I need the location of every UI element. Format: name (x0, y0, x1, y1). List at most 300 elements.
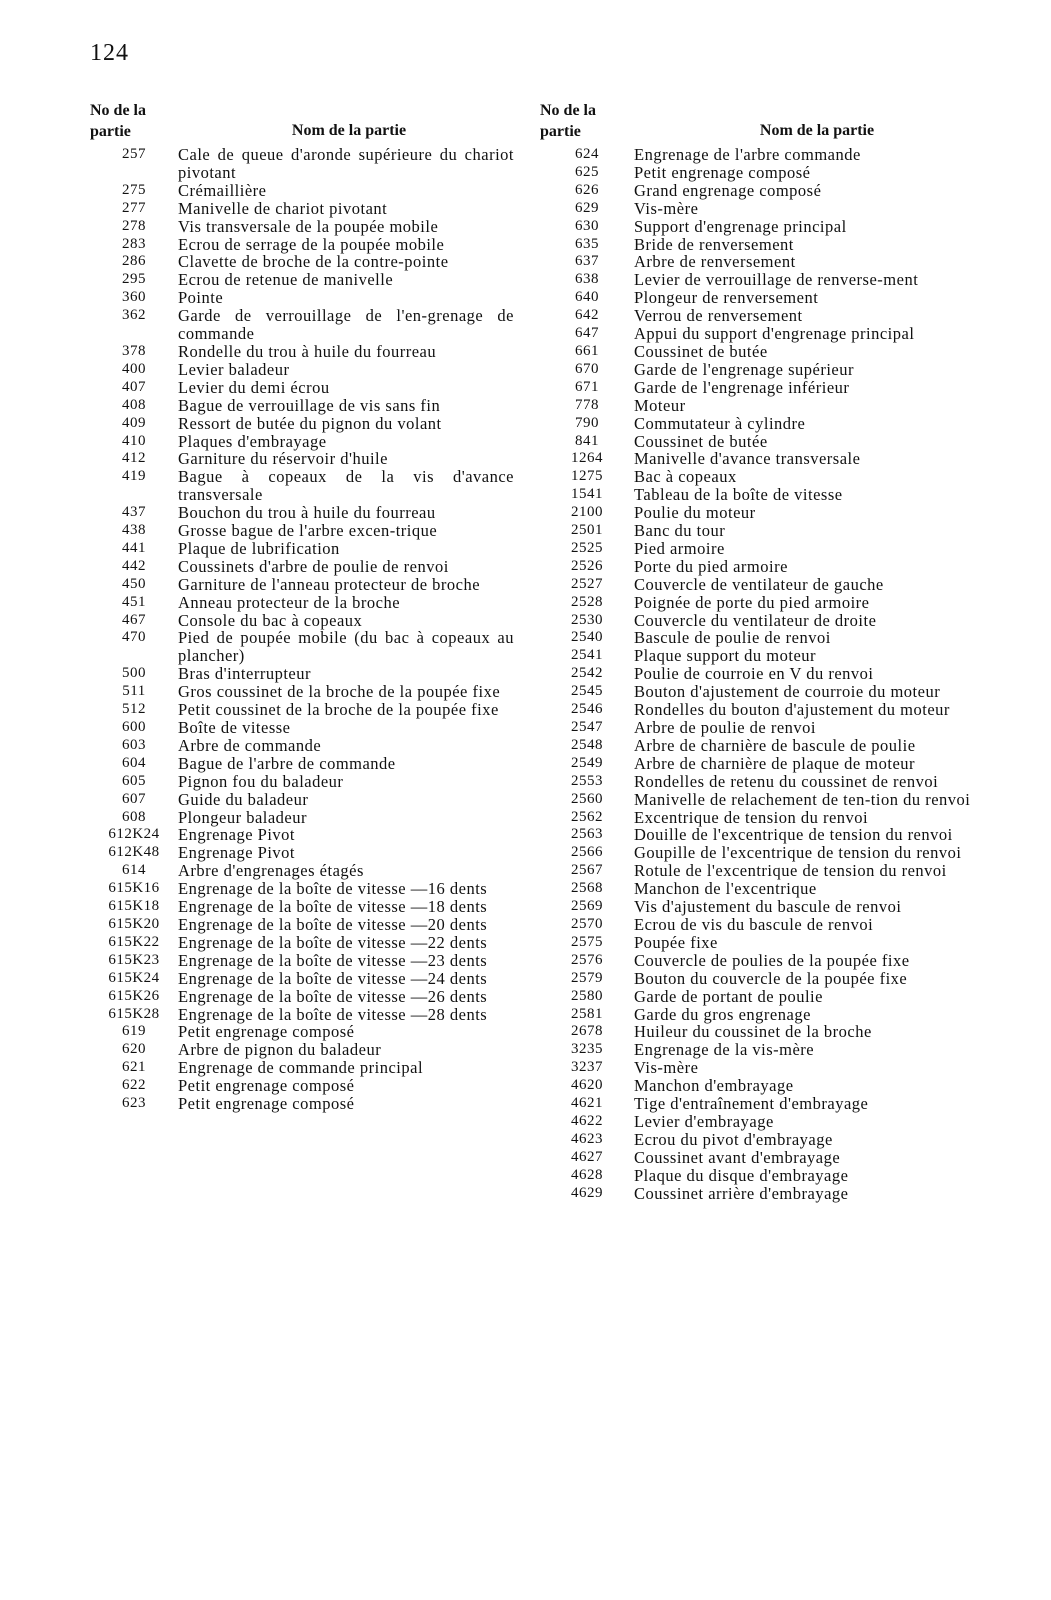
part-row (540, 218, 1000, 236)
part-row (90, 433, 520, 451)
part-name: Arbre de charnière de plaque de moteur (634, 753, 916, 773)
part-row (540, 612, 1000, 630)
part-name: Bras d'interrupteur (178, 664, 311, 684)
part-name: Bac à copeaux (634, 467, 737, 487)
part-name: Levier du demi écrou (178, 377, 330, 397)
part-number: 451 (122, 593, 146, 610)
part-number: 2576 (571, 951, 603, 968)
part-row (540, 253, 1000, 271)
part-row (540, 164, 1000, 182)
part-number: 615K16 (108, 880, 160, 897)
part-row (540, 1059, 1000, 1077)
part-name: Arbre de pignon du baladeur (178, 1040, 382, 1060)
part-number: 362 (122, 307, 146, 324)
part-number: 360 (122, 289, 146, 306)
part-name: Vis-mère (634, 1058, 699, 1078)
part-name: Vis transversale de la poupée mobile (178, 216, 439, 236)
part-name: Anneau protecteur de la broche (178, 592, 401, 612)
part-name: Tige d'entraînement d'embrayage (634, 1094, 869, 1114)
part-number: 635 (575, 235, 599, 252)
part-row (540, 1041, 1000, 1059)
part-name: Engrenage de la boîte de vitesse —22 dents (178, 932, 488, 952)
part-name: Poulie de courroie en V du renvoi (634, 664, 874, 684)
part-row (90, 916, 520, 934)
part-row (90, 612, 520, 630)
part-name: Engrenage de la boîte de vitesse —18 dents (178, 897, 488, 917)
part-row (90, 540, 520, 558)
part-row (540, 504, 1000, 522)
part-row (540, 898, 1000, 916)
part-name: Banc du tour (634, 521, 726, 541)
part-name: Goupille de l'excentrique de tension du renvoi (634, 843, 962, 863)
part-name: Engrenage de la boîte de vitesse —24 dents (178, 968, 488, 988)
part-row (540, 200, 1000, 218)
part-name: Arbre de poulie de renvoi (634, 718, 817, 737)
part-number: 790 (575, 414, 599, 431)
part-row (90, 934, 520, 952)
part-number: 4627 (571, 1148, 603, 1165)
part-name: Arbre de commande (178, 735, 322, 755)
part-number: 1275 (571, 468, 603, 485)
part-name: Levier baladeur (178, 359, 290, 379)
part-row (540, 468, 1000, 486)
part-row (540, 880, 1000, 898)
part-name: Poupée fixe (634, 932, 718, 952)
part-number: 4621 (571, 1095, 603, 1112)
part-name: Grosse bague de l'arbre excen-trique (178, 521, 438, 541)
part-number: 2547 (571, 719, 603, 735)
part-name: Coussinets d'arbre de poulie de renvoi (178, 556, 449, 576)
parts-list-left (90, 146, 520, 1113)
part-row (540, 701, 1000, 719)
part-number: 283 (122, 235, 146, 252)
part-name: Garniture de l'anneau protecteur de broche (178, 574, 481, 594)
part-name: Poulie du moteur (634, 503, 756, 523)
part-number-header-line1: No de la (540, 102, 596, 119)
part-row (540, 647, 1000, 665)
part-row (540, 755, 1000, 773)
part-name: Ecrou de serrage de la poupée mobile (178, 234, 445, 254)
part-name: Ecrou de vis du bascule de renvoi (634, 914, 874, 934)
part-number: 622 (122, 1077, 146, 1094)
part-row (540, 271, 1000, 289)
part-row (90, 218, 520, 236)
part-number: 4628 (571, 1166, 603, 1183)
part-row (90, 952, 520, 970)
part-row (540, 1095, 1000, 1113)
part-number: 621 (122, 1059, 146, 1076)
part-name: Bouton du couvercle de la poupée fixe (634, 968, 908, 988)
part-row (540, 1006, 1000, 1024)
part-row (90, 361, 520, 379)
part-row (90, 1077, 520, 1095)
part-number: 615K20 (108, 915, 160, 932)
part-number: 625 (575, 163, 599, 180)
part-row (540, 558, 1000, 576)
part-name: Bascule de poulie de renvoi (634, 628, 831, 648)
part-number: 626 (575, 181, 599, 198)
part-number: 407 (122, 378, 146, 395)
part-number: 4629 (571, 1184, 603, 1201)
part-row (90, 1006, 520, 1024)
part-number: 624 (575, 146, 599, 162)
part-row (90, 773, 520, 791)
part-name: Garde de verrouillage de l'en-grenage de commande (178, 306, 514, 344)
part-name: Engrenage de la vis-mère (634, 1040, 815, 1060)
part-name: Plongeur baladeur (178, 807, 308, 827)
part-row (90, 988, 520, 1006)
part-row (90, 755, 520, 773)
part-number: 2530 (571, 611, 603, 628)
part-name: Vis-mère (634, 198, 699, 218)
part-number: 2560 (571, 790, 603, 807)
part-number: 615K28 (108, 1005, 160, 1022)
part-name: Pied armoire (634, 538, 725, 558)
part-row (90, 379, 520, 397)
part-name: Rondelles de retenu du coussinet de renvoi (634, 771, 939, 791)
part-row (90, 1059, 520, 1077)
part-name: Plaques d'embrayage (178, 431, 327, 451)
page-number: 124 (90, 40, 129, 66)
part-number: 2542 (571, 665, 603, 682)
part-name-header: Nom de la partie (759, 122, 875, 139)
part-number: 2548 (571, 736, 603, 753)
part-name: Petit engrenage composé (178, 1076, 355, 1096)
part-number: 3237 (571, 1059, 603, 1076)
part-name: Engrenage de la boîte de vitesse —16 dents (178, 879, 488, 899)
part-name: Arbre d'engrenages étagés (178, 861, 364, 881)
part-row (90, 558, 520, 576)
part-name: Rondelles du bouton d'ajustement du moteur (634, 700, 950, 720)
part-row (90, 289, 520, 307)
part-row (540, 361, 1000, 379)
part-name: Engrenage de la boîte de vitesse —23 dents (178, 950, 488, 970)
part-name: Pied de poupée mobile (du bac à copeaux au plancher) (178, 628, 514, 666)
part-number: 604 (122, 754, 146, 771)
part-number: 2563 (571, 826, 603, 843)
part-number: 2540 (571, 629, 603, 646)
part-number: 637 (575, 253, 599, 270)
part-number: 2525 (571, 539, 603, 556)
part-row (90, 307, 520, 343)
part-row (90, 880, 520, 898)
part-number: 2568 (571, 880, 603, 897)
part-number: 438 (122, 522, 146, 539)
part-name: Bouchon du trou à huile du fourreau (178, 503, 436, 523)
part-number: 2581 (571, 1005, 603, 1022)
part-row (90, 737, 520, 755)
part-row (540, 737, 1000, 755)
part-number: 2567 (571, 862, 603, 879)
part-name: Bague de verrouillage de vis sans fin (178, 395, 441, 415)
part-row (90, 1041, 520, 1059)
part-row (540, 1131, 1000, 1149)
part-name: Moteur (634, 395, 686, 415)
part-number: 2501 (571, 522, 603, 539)
part-row (540, 683, 1000, 701)
part-name: Clavette de broche de la contre-pointe (178, 252, 449, 272)
part-name: Arbre de charnière de bascule de poulie (634, 735, 916, 755)
part-number: 612K48 (108, 844, 160, 861)
part-name: Bride de renversement (634, 234, 794, 254)
part-number: 603 (122, 736, 146, 753)
part-number: 4620 (571, 1077, 603, 1094)
part-row (540, 773, 1000, 791)
part-row (540, 934, 1000, 952)
part-number: 1541 (571, 486, 603, 503)
part-row (540, 629, 1000, 647)
part-name: Ecrou du pivot d'embrayage (634, 1129, 833, 1149)
part-number: 778 (575, 396, 599, 413)
part-row (540, 844, 1000, 862)
part-row (540, 486, 1000, 504)
part-row (540, 379, 1000, 397)
part-name: Levier de verrouillage de renverse-ment (634, 270, 919, 290)
part-number: 2528 (571, 593, 603, 610)
part-number: 295 (122, 271, 146, 288)
part-number: 2562 (571, 808, 603, 825)
part-number: 640 (575, 289, 599, 306)
part-row (90, 809, 520, 827)
part-row (540, 809, 1000, 827)
part-number: 670 (575, 360, 599, 377)
part-row (540, 1023, 1000, 1041)
part-number: 2579 (571, 969, 603, 986)
part-number: 275 (122, 181, 146, 198)
part-number: 442 (122, 557, 146, 574)
part-row (90, 271, 520, 289)
part-number: 629 (575, 199, 599, 216)
part-number: 286 (122, 253, 146, 270)
part-number: 378 (122, 342, 146, 359)
part-number: 630 (575, 217, 599, 234)
part-name: Crémaillière (178, 180, 267, 200)
parts-column-left (90, 100, 520, 1113)
part-row (540, 1185, 1000, 1203)
part-name: Support d'engrenage principal (634, 216, 847, 236)
part-number: 512 (122, 701, 146, 718)
part-row (90, 450, 520, 468)
part-number: 1264 (571, 450, 603, 467)
part-row (90, 594, 520, 612)
part-row (540, 397, 1000, 415)
part-name: Vis d'ajustement du bascule de renvoi (634, 897, 902, 917)
part-name: Boîte de vitesse (178, 718, 291, 737)
part-row (90, 898, 520, 916)
part-row (540, 1113, 1000, 1131)
part-number: 619 (122, 1023, 146, 1040)
part-number: 2678 (571, 1023, 603, 1040)
part-row (540, 988, 1000, 1006)
part-name: Porte du pied armoire (634, 556, 788, 576)
part-number-header (540, 100, 634, 142)
part-name: Tableau de la boîte de vitesse (634, 485, 843, 505)
part-row (90, 200, 520, 218)
part-row (540, 665, 1000, 683)
part-row (540, 307, 1000, 325)
part-name: Excentrique de tension du renvoi (634, 807, 869, 827)
part-name: Coussinet de butée (634, 341, 768, 361)
part-row (90, 719, 520, 737)
part-row (90, 182, 520, 200)
part-number: 2527 (571, 575, 603, 592)
part-number: 437 (122, 504, 146, 521)
part-row (540, 289, 1000, 307)
part-name: Cale de queue d'aronde supérieure du chariot pivotant (178, 145, 514, 182)
part-number: 2569 (571, 898, 603, 915)
part-number: 615K24 (108, 969, 160, 986)
part-row (90, 1095, 520, 1113)
part-name: Manivelle d'avance transversale (634, 449, 861, 469)
part-number: 2549 (571, 754, 603, 771)
part-number: 605 (122, 772, 146, 789)
part-number: 4623 (571, 1130, 603, 1147)
part-number: 614 (122, 862, 146, 879)
part-row (90, 844, 520, 862)
part-row (540, 450, 1000, 468)
part-number: 400 (122, 360, 146, 377)
part-number: 3235 (571, 1041, 603, 1058)
part-name: Manchon d'embrayage (634, 1076, 794, 1096)
part-name: Petit coussinet de la broche de la poupée fixe (178, 700, 499, 720)
part-number: 2566 (571, 844, 603, 861)
part-number-header (90, 100, 178, 142)
part-number: 4622 (571, 1112, 603, 1129)
part-row (90, 665, 520, 683)
part-number: 608 (122, 808, 146, 825)
part-number: 623 (122, 1095, 146, 1112)
part-row (90, 576, 520, 594)
part-row (90, 504, 520, 522)
part-number: 412 (122, 450, 146, 467)
part-row (90, 522, 520, 540)
part-name: Couvercle de ventilateur de gauche (634, 574, 884, 594)
part-name: Coussinet avant d'embrayage (634, 1147, 841, 1167)
part-number: 500 (122, 665, 146, 682)
part-number: 2546 (571, 701, 603, 718)
part-row (540, 952, 1000, 970)
part-row (540, 576, 1000, 594)
part-row (540, 1149, 1000, 1167)
part-row (90, 683, 520, 701)
part-name: Engrenage de commande principal (178, 1058, 424, 1078)
part-row (540, 433, 1000, 451)
part-row (540, 146, 1000, 164)
part-number: 2526 (571, 557, 603, 574)
part-number: 441 (122, 539, 146, 556)
part-row (90, 862, 520, 880)
part-number: 647 (575, 325, 599, 342)
part-name: Garde de l'engrenage supérieur (634, 359, 854, 379)
part-row (90, 397, 520, 415)
part-row (90, 343, 520, 361)
part-row (540, 791, 1000, 809)
part-name: Plaque du disque d'embrayage (634, 1165, 849, 1185)
part-name: Couvercle du ventilateur de droite (634, 610, 877, 630)
part-number: 511 (122, 683, 146, 700)
part-name: Garniture du réservoir d'huile (178, 449, 388, 469)
part-name: Levier d'embrayage (634, 1111, 774, 1131)
part-name: Console du bac à copeaux (178, 610, 363, 630)
part-row (540, 522, 1000, 540)
part-name: Gros coussinet de la broche de la poupée fixe (178, 682, 501, 702)
part-number: 615K22 (108, 933, 160, 950)
part-row (540, 916, 1000, 934)
part-number: 410 (122, 432, 146, 449)
part-number: 2575 (571, 933, 603, 950)
part-row (90, 629, 520, 665)
part-row (540, 236, 1000, 254)
part-name: Engrenage de la boîte de vitesse —28 dents (178, 1004, 488, 1024)
part-name: Engrenage Pivot (178, 825, 296, 845)
part-row (90, 970, 520, 988)
part-number: 638 (575, 271, 599, 288)
part-row (90, 701, 520, 719)
part-number: 615K23 (108, 951, 160, 968)
part-number: 841 (575, 432, 599, 449)
part-row (540, 1167, 1000, 1185)
part-name: Petit engrenage composé (634, 162, 811, 182)
parts-list-right (540, 146, 1000, 1202)
part-number: 2580 (571, 987, 603, 1004)
part-number-header-line2: partie (540, 123, 581, 140)
part-name: Petit engrenage composé (178, 1022, 355, 1042)
part-name: Plaque support du moteur (634, 646, 817, 666)
part-name: Plaque de lubrification (178, 538, 340, 558)
part-row (540, 826, 1000, 844)
part-number: 2541 (571, 647, 603, 664)
part-name: Huileur du coussinet de la broche (634, 1022, 872, 1042)
part-name: Engrenage Pivot (178, 843, 296, 863)
part-number: 278 (122, 217, 146, 234)
part-name: Commutateur à cylindre (634, 413, 806, 433)
part-row (540, 325, 1000, 343)
part-row (90, 146, 520, 182)
part-name: Coussinet arrière d'embrayage (634, 1183, 849, 1203)
part-row (540, 1077, 1000, 1095)
column-header (90, 100, 520, 142)
part-row (540, 540, 1000, 558)
part-name: Manchon de l'excentrique (634, 879, 817, 899)
part-name: Engrenage de la boîte de vitesse —26 dents (178, 986, 488, 1006)
part-name: Pignon fou du baladeur (178, 771, 344, 791)
part-name: Engrenage de l'arbre commande (634, 145, 861, 164)
part-row (540, 594, 1000, 612)
part-number: 277 (122, 199, 146, 216)
part-number: 257 (122, 146, 146, 162)
part-number: 470 (122, 629, 146, 646)
part-number: 607 (122, 790, 146, 807)
part-name: Ressort de butée du pignon du volant (178, 413, 442, 433)
part-number: 408 (122, 396, 146, 413)
column-header (540, 100, 1000, 142)
part-name: Garde de portant de poulie (634, 986, 823, 1006)
part-row (90, 1023, 520, 1041)
part-number: 620 (122, 1041, 146, 1058)
part-number: 615K18 (108, 898, 160, 915)
part-name: Grand engrenage composé (634, 180, 822, 200)
part-name: Garde du gros engrenage (634, 1004, 811, 1024)
part-row (90, 236, 520, 254)
part-name-header: Nom de la partie (291, 122, 407, 139)
part-name: Douille de l'excentrique de tension du renvoi (634, 825, 953, 845)
part-name: Ecrou de retenue de manivelle (178, 270, 394, 290)
part-name: Engrenage de la boîte de vitesse —20 dents (178, 914, 488, 934)
part-row (90, 791, 520, 809)
part-number: 2545 (571, 683, 603, 700)
part-name: Guide du baladeur (178, 789, 309, 809)
part-name: Manivelle de chariot pivotant (178, 198, 388, 218)
